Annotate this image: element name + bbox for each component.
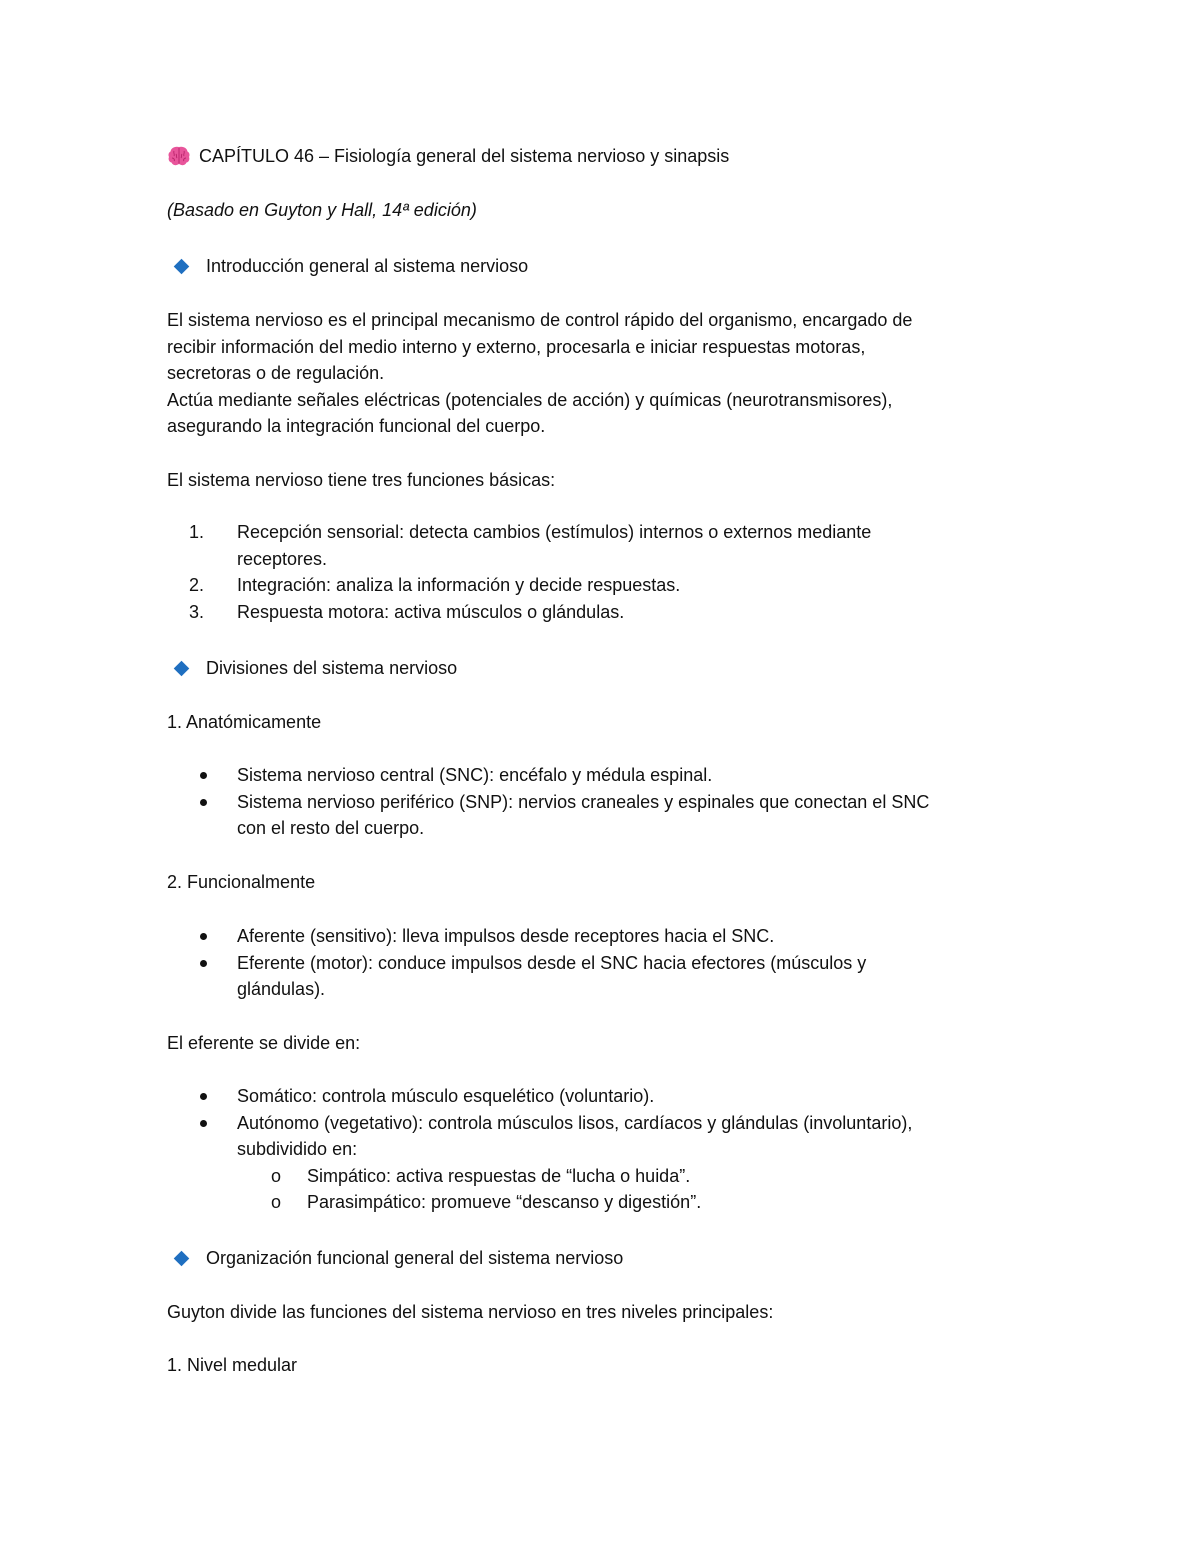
intro-paragraph bbox=[167, 307, 1027, 440]
sublist-item-text: Simpático: activa respuestas de “lucha o huida”. bbox=[307, 1165, 691, 1186]
sublist-marker: o bbox=[271, 1192, 282, 1212]
section-heading-text: Divisiones del sistema nervioso bbox=[206, 658, 458, 678]
list-item bbox=[167, 599, 1027, 626]
list-item bbox=[167, 923, 1027, 950]
list-item-text: Recepción sensorial: detecta cambios (estímulos) internos o externos mediante bbox=[237, 522, 872, 542]
sublist-item bbox=[167, 1189, 1027, 1216]
bullet-dot-icon bbox=[200, 933, 207, 940]
anatomic-list bbox=[167, 762, 1027, 842]
paragraph-line: El sistema nervioso es el principal mecanismo de control rápido del organismo, encargado de bbox=[167, 310, 913, 330]
chapter-title bbox=[167, 143, 729, 169]
efferent-intro: El eferente se divide en: bbox=[167, 1033, 361, 1053]
diamond-bullet-icon bbox=[174, 1250, 190, 1266]
brain-icon bbox=[167, 145, 191, 167]
functional-list bbox=[167, 923, 1027, 1003]
section-heading-organization bbox=[167, 1245, 623, 1271]
list-item bbox=[167, 572, 1027, 599]
list-item bbox=[167, 789, 1027, 842]
section-heading-text: Introducción general al sistema nervioso bbox=[206, 256, 529, 276]
paragraph-line: Actúa mediante señales eléctricas (potenciales de acción) y químicas (neurotransmisores), bbox=[167, 389, 893, 410]
list-number: 1. bbox=[189, 522, 205, 542]
list-item-text: Sistema nervioso periférico (SNP): nervios craneales y espinales que conectan el SNC bbox=[237, 791, 930, 812]
diamond-bullet-icon bbox=[174, 258, 190, 274]
list-item bbox=[167, 1083, 1027, 1110]
functions-intro: El sistema nervioso tiene tres funciones básicas: bbox=[167, 470, 556, 490]
bullet-dot-icon bbox=[200, 799, 207, 806]
bullet-dot-icon bbox=[200, 960, 207, 967]
functions-list bbox=[167, 519, 1027, 625]
section-heading-intro bbox=[167, 253, 528, 279]
organization-paragraph: Guyton divide las funciones del sistema nervioso en tres niveles principales: bbox=[167, 1302, 774, 1322]
list-item-text: Respuesta motora: activa músculos o glándulas. bbox=[237, 601, 625, 622]
list-item bbox=[167, 762, 1027, 789]
list-item-text: Somático: controla músculo esquelético (voluntario). bbox=[237, 1086, 655, 1106]
sublist-item bbox=[167, 1163, 1027, 1190]
chapter-title-text: CAPÍTULO 46 – Fisiología general del sistema nervioso y sinapsis bbox=[199, 146, 730, 166]
section-heading-text: Organización funcional general del sistema nervioso bbox=[206, 1248, 624, 1268]
sublist-item-text: Parasimpático: promueve “descanso y digestión”. bbox=[307, 1192, 702, 1212]
subheading-functional: 2. Funcionalmente bbox=[167, 872, 316, 892]
subtitle: (Basado en Guyton y Hall, 14ª edición) bbox=[167, 200, 477, 220]
efferent-list bbox=[167, 1083, 1027, 1216]
list-item-text: subdividido en: bbox=[237, 1139, 358, 1159]
list-item bbox=[167, 519, 1027, 572]
paragraph-line: asegurando la integración funcional del cuerpo. bbox=[167, 416, 546, 436]
subheading-medullary: 1. Nivel medular bbox=[167, 1355, 298, 1375]
bullet-dot-icon bbox=[200, 1120, 207, 1127]
subheading-anatomic: 1. Anatómicamente bbox=[167, 712, 322, 732]
paragraph-line: secretoras o de regulación. bbox=[167, 363, 385, 383]
bullet-dot-icon bbox=[200, 772, 207, 779]
list-item-text: Aferente (sensitivo): lleva impulsos desde receptores hacia el SNC. bbox=[237, 926, 775, 946]
list-number: 3. bbox=[189, 601, 205, 622]
paragraph-line: recibir información del medio interno y externo, procesarla e iniciar respuestas motoras, bbox=[167, 336, 866, 357]
list-item-text: Integración: analiza la información y decide respuestas. bbox=[237, 575, 681, 595]
list-item-text: Autónomo (vegetativo): controla músculos lisos, cardíacos y glándulas (involuntario), bbox=[237, 1112, 913, 1133]
section-heading-divisions bbox=[167, 655, 457, 681]
list-number: 2. bbox=[189, 575, 205, 595]
list-item-text: con el resto del cuerpo. bbox=[237, 818, 425, 838]
sublist-marker: o bbox=[271, 1165, 282, 1186]
list-item-text: receptores. bbox=[237, 548, 328, 569]
list-item bbox=[167, 1110, 1027, 1163]
list-item-text: Eferente (motor): conduce impulsos desde el SNC hacia efectores (músculos y bbox=[237, 952, 867, 973]
list-item bbox=[167, 950, 1027, 1003]
diamond-bullet-icon bbox=[174, 660, 190, 676]
list-item-text: Sistema nervioso central (SNC): encéfalo y médula espinal. bbox=[237, 765, 713, 785]
list-item-text: glándulas). bbox=[237, 979, 326, 999]
bullet-dot-icon bbox=[200, 1093, 207, 1100]
